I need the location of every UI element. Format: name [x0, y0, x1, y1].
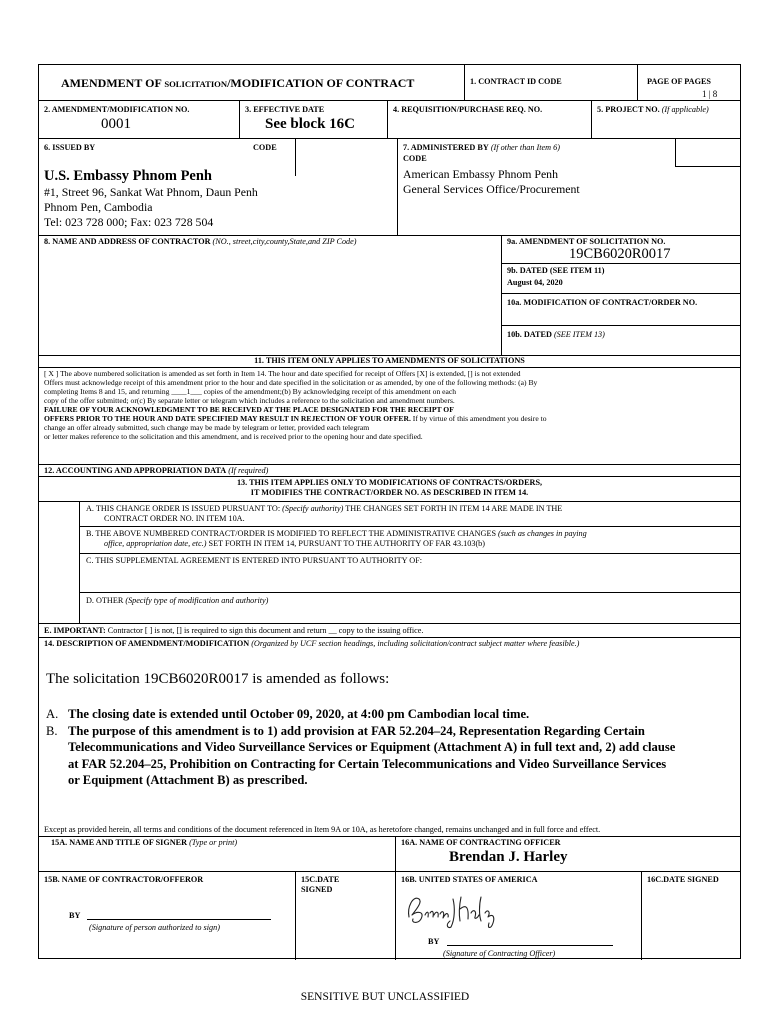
item-13-heading-1: 13. THIS ITEM APPLIES ONLY TO MODIFICATIONS OF CONTRACTS/ORDERS,	[236, 478, 543, 487]
signature-note-right: (Signature of Contracting Officer)	[443, 949, 556, 958]
contractor-note: (NO., street,city,county,State,and ZIP Code)	[212, 237, 357, 246]
item-11-line-4: copy of the offer submitted; or(c) By separate letter or telegram which includes a reference to the solicitation and amendment numbers.	[44, 396, 455, 405]
administered-by-label: 7. ADMINISTERED BY	[403, 143, 489, 152]
item-9a-value: 19CB6020R0017	[569, 246, 671, 262]
item-11-line-6b: If by virtue of this amendment you desire to	[412, 414, 547, 423]
item-11-heading: 11. THIS ITEM ONLY APPLIES TO AMENDMENTS OF SOLICITATIONS	[254, 356, 525, 365]
item-13c: C. THIS SUPPLEMENTAL AGREEMENT IS ENTERED INTO PURSUANT TO AUTHORITY OF:	[86, 556, 423, 565]
project-no	[597, 105, 709, 115]
item-12-label: 12. ACCOUNTING AND APPROPRIATION DATA	[44, 466, 227, 475]
item-13b-rest: SET FORTH IN ITEM 14, PURSUANT TO THE AUTHORITY OF FAR 43.103(b)	[208, 538, 485, 548]
item-10b-note: (SEE ITEM 13)	[553, 330, 605, 339]
item-11-body	[44, 369, 738, 441]
item-16b-label: 16B. UNITED STATES OF AMERICA	[401, 875, 538, 884]
by-label-left: BY	[69, 911, 81, 920]
contractor-label: 8. NAME AND ADDRESS OF CONTRACTOR	[44, 237, 211, 246]
item-10b-label: 10b. DATED	[507, 330, 552, 339]
signature-line-left	[87, 919, 271, 920]
item-14-b-line-1: The purpose of this amendment is to 1) add provision at FAR 52.204–24, Representation Regarding Certain	[68, 723, 645, 738]
item-13a	[86, 504, 562, 523]
administered-line-2: General Services Office/Procurement	[403, 182, 580, 196]
amendment-no-label: 2. AMENDMENT/MODIFICATION NO.	[44, 105, 190, 114]
signature-note-left: (Signature of person authorized to sign)	[89, 923, 220, 932]
administered-by-note: (If other than Item 6)	[490, 143, 560, 152]
issued-code-label: CODE	[253, 143, 277, 152]
item-13a-rest: THE CHANGES SET FORTH IN ITEM 14 ARE MADE IN THE	[345, 504, 563, 513]
administered-code-label: CODE	[403, 154, 427, 163]
title-part-3: /MODIFICATION OF CONTRACT	[227, 76, 415, 90]
amendment-form	[38, 64, 741, 959]
item-13b-text: B. THE ABOVE NUMBERED CONTRACT/ORDER IS MODIFIED TO REFLECT THE ADMINISTRATIVE CHANGES	[86, 529, 496, 538]
project-no-label: 5. PROJECT NO.	[597, 105, 660, 114]
handwritten-signature	[403, 889, 513, 931]
item-11-line-6a: OFFERS PRIOR TO THE HOUR AND DATE SPECIFIED MAY RESULT IN REJECTION OF YOUR OFFER.	[44, 414, 411, 423]
issued-address-line-3: Tel: 023 728 000; Fax: 023 728 504	[44, 215, 214, 229]
item-15c-label-2: SIGNED	[301, 885, 333, 894]
item-11-line-8: or letter makes reference to the solicitation and this amendment, and is received prior to the opening hour and date specified.	[44, 432, 423, 441]
effective-date-value: See block 16C	[265, 116, 355, 132]
item-e-text: Contractor [ ] is not, [] is required to sign this document and return __ copy to the issuing office.	[107, 626, 424, 635]
item-13d	[86, 596, 268, 606]
item-15b-label: 15B. NAME OF CONTRACTOR/OFFEROR	[44, 875, 204, 884]
contractor	[44, 237, 357, 247]
item-13d-note: (Specify type of modification and authority)	[125, 596, 269, 605]
item-13-heading	[39, 478, 740, 498]
administered-line-1: American Embassy Phnom Penh	[403, 167, 558, 181]
item-14-label: 14. DESCRIPTION OF AMENDMENT/MODIFICATION	[44, 639, 250, 648]
page-label: PAGE OF PAGES	[647, 77, 711, 86]
item-11-line-2: Offers must acknowledge receipt of this amendment prior to the hour and date specified in the solicitation or as amended, by one of the following methods: (a) By	[44, 378, 538, 387]
item-15c-label	[301, 875, 339, 895]
contract-id-label: 1. CONTRACT ID CODE	[470, 77, 562, 86]
item-e-label: E. IMPORTANT:	[44, 626, 106, 635]
item-16a-value: Brendan J. Harley	[449, 849, 568, 865]
item-10a-label: 10a. MODIFICATION OF CONTRACT/ORDER NO.	[507, 298, 698, 307]
item-13b	[86, 529, 587, 548]
item-e	[44, 626, 423, 636]
item-14-list	[46, 706, 740, 789]
item-9b-value: August 04, 2020	[507, 278, 563, 287]
item-9a-label: 9a. AMENDMENT OF SOLICITATION NO.	[507, 237, 666, 246]
item-14-b-marker: B.	[46, 723, 58, 738]
item-13a-text: A. THIS CHANGE ORDER IS ISSUED PURSUANT TO:	[86, 504, 281, 513]
form-title	[61, 76, 414, 91]
issued-address-line-2: Phnom Pen, Cambodia	[44, 200, 153, 214]
item-13a-note: (Specify authority)	[282, 504, 344, 513]
item-16c-label: 16C.DATE SIGNED	[647, 875, 719, 884]
item-14-note: (Organized by UCF section headings, including solicitation/contract subject matter where feasible.)	[251, 639, 580, 648]
project-no-note: (If applicable)	[661, 105, 709, 114]
item-14-a-text: The closing date is extended until October 09, 2020, at 4:00 pm Cambodian local time.	[68, 707, 530, 721]
administered-by	[403, 143, 560, 153]
item-15a	[51, 838, 237, 848]
item-12-note: (If required)	[228, 466, 269, 475]
item-12	[44, 466, 268, 476]
item-14-b	[46, 723, 740, 789]
item-13-heading-2: IT MODIFIES THE CONTRACT/ORDER NO. AS DESCRIBED IN ITEM 14.	[250, 488, 529, 497]
item-15a-label: 15A. NAME AND TITLE OF SIGNER	[51, 838, 188, 847]
item-11-line-3: completing Items 8 and 15, and returning ____1___ copies of the amendment;(b) By acknowledging receipt of this amendment on each	[44, 387, 457, 396]
administered-by-address	[403, 167, 580, 197]
item-14-a	[46, 706, 740, 723]
item-14-b-line-3: at FAR 52.204–25, Prohibition on Contracting for Certain Telecommunications and Video Surveillance Services	[68, 756, 667, 771]
amendment-no-value: 0001	[101, 116, 131, 132]
item-13d-text: D. OTHER	[86, 596, 124, 605]
item-11-line-5: FAILURE OF YOUR ACKNOWLEDGMENT TO BE RECEIVED AT THE PLACE DESIGNATED FOR THE RECEIPT OF	[44, 405, 454, 414]
item-16a-label: 16A. NAME OF CONTRACTING OFFICER	[401, 838, 561, 847]
item-9b-label: 9b. DATED (SEE ITEM 11)	[507, 266, 605, 275]
issued-by-label: 6. ISSUED BY	[44, 143, 96, 152]
item-14-except: Except as provided herein, all terms and conditions of the document referenced in Item 9A or 10A, as heretofore changed, remains unchanged and in full force and effect.	[44, 825, 601, 834]
item-13a-line-2: CONTRACT ORDER NO. IN ITEM 10A.	[104, 513, 245, 523]
item-11-line-7: change an offer already submitted, such change may be made by telegram or letter, provided each telegram	[44, 423, 370, 432]
item-15a-note: (Type or print)	[189, 838, 238, 847]
page-value: 1 | 8	[702, 89, 718, 99]
item-14-a-marker: A.	[46, 707, 59, 721]
item-14-header	[44, 639, 579, 649]
signature-line-right	[447, 945, 613, 946]
item-10b	[507, 330, 605, 340]
item-14-intro: The solicitation 19CB6020R0017 is amended as follows:	[46, 671, 390, 687]
item-14-b-line-4: or Equipment (Attachment B) as prescribed.	[68, 773, 308, 787]
by-label-right: BY	[428, 937, 440, 946]
title-part-2: SOLICITATION	[164, 79, 228, 89]
effective-date-label: 3. EFFECTIVE DATE	[245, 105, 325, 114]
item-13b-note-2: office, appropriation date, etc.)	[104, 538, 207, 548]
item-13b-note: (such as changes in paying	[498, 529, 587, 538]
item-15c-label-1: 15C.DATE	[301, 875, 340, 884]
item-11-line-1: [ X ] The above numbered solicitation is amended as set forth in Item 14. The hour and date specified for receipt of Offers [X] is extended, [] is not extended	[44, 369, 521, 378]
title-part-1: AMENDMENT OF	[61, 76, 162, 90]
issued-by-address	[44, 185, 258, 230]
issued-address-line-1: #1, Street 96, Sankat Wat Phnom, Daun Penh	[44, 185, 258, 199]
requisition-label: 4. REQUISITION/PURCHASE REQ. NO.	[393, 105, 543, 114]
item-14-b-line-2: Telecommunications and Video Surveillance Services or Equipment (Attachment A) in full text and, 2) add clause	[68, 740, 676, 754]
footer-classification: SENSITIVE BUT UNCLASSIFIED	[300, 991, 470, 1003]
issued-by-name: U.S. Embassy Phnom Penh	[44, 168, 212, 184]
